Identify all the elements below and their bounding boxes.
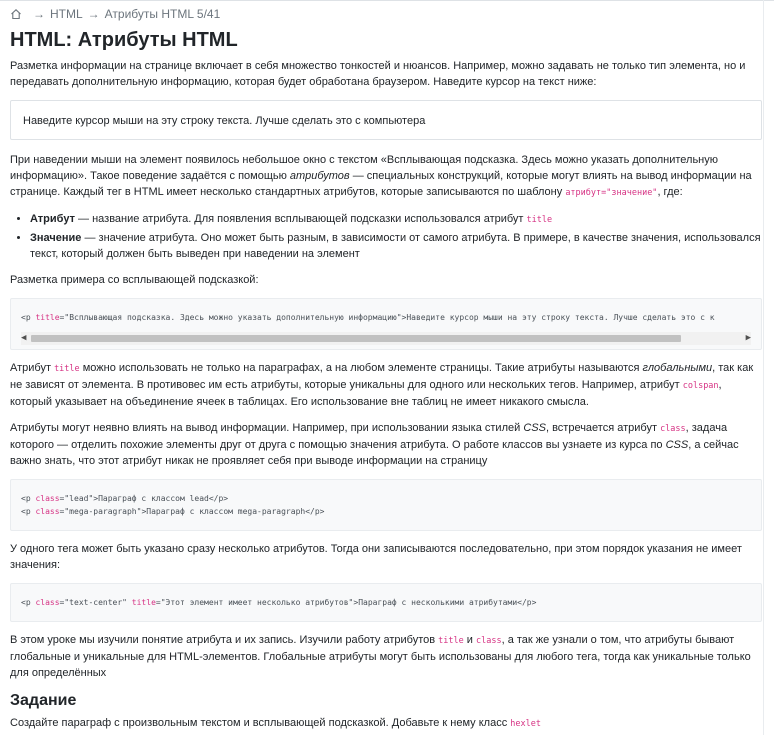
code-token: <p (21, 507, 36, 516)
text-span: , который указывает на объединение ячеек в таблицах. Его использование вне таблиц не имеет никакого смысла. (10, 379, 722, 408)
breadcrumb (10, 0, 762, 25)
scrollbar-thumb[interactable] (31, 335, 681, 342)
text-span: Атрибут (10, 362, 55, 374)
task-paragraph (10, 715, 762, 732)
definition: — значение атрибута. Оно может быть разным, в зависимости от самого атрибута. В примере, в качестве значения, использовался текст, который должен быть выведен при наведении на элемент (30, 232, 761, 260)
breadcrumb-separator: → (87, 7, 100, 21)
tooltip-demo-text[interactable]: Наведите курсор мыши на эту строку текста. Лучше сделать это с компьютера (23, 115, 426, 127)
text-span: , задача которого — отделить похожие элементы друг от друга с помощью значения атрибута. О работе классов вы узнаете из курса по (10, 422, 728, 451)
term: Атрибут (30, 213, 75, 225)
code-token: >Параграф с классом lead</p> (93, 494, 229, 503)
code-example-class[interactable] (10, 479, 762, 531)
scroll-right-icon[interactable]: ▶ (745, 333, 751, 343)
list-item (30, 230, 762, 262)
inline-code: title (438, 636, 464, 646)
definition-list (10, 211, 762, 262)
text-span: , а так же узнали о том, что атрибуты бывают глобальные и уникальные для HTML-элементов. Глобальные атрибуты могут быть использованы для любого тега, тогда как уникальные только для определённых (10, 634, 751, 679)
emphasis: CSS (665, 439, 689, 451)
text-span: , встречается атрибут (545, 422, 661, 434)
page-title: HTML: Атрибуты HTML (10, 29, 238, 51)
code-example-multiple-attributes[interactable] (10, 583, 762, 622)
inline-code: title (54, 364, 80, 374)
intro-paragraph: Разметка информации на странице включает в себя множество тонкостей и нюансов. Например, можно задавать не только тип элемента, но и передавать дополнительную информацию, которая будет обработана браузером. Наведите курсор на текст ниже: (10, 60, 746, 88)
code-token: ="Этот элемент имеет несколько атрибутов" (155, 598, 354, 607)
summary-paragraph (10, 632, 762, 681)
text-span: , а сейчас важно знать, что этот атрибут никак не проявляет себя при выводе информации на страницу (10, 439, 739, 467)
code-token: "Всплывающая подсказка. Здесь можно указать дополнительную информацию" (64, 313, 402, 322)
code-token: ="lead" (59, 494, 94, 503)
code-token: >Параграф с классом mega-paragraph</p> (141, 507, 325, 516)
multiple-attributes-paragraph: У одного тега может быть указано сразу несколько атрибутов. Тогда они записываются последовательно, при этом порядок указания не имеет значения: (10, 543, 742, 571)
code-token: class (35, 494, 60, 503)
inline-code: class (476, 636, 502, 646)
code-example-tooltip[interactable] (10, 298, 762, 350)
tooltip-demo-box[interactable] (10, 100, 762, 140)
text-span: , где: (657, 186, 683, 198)
right-divider (763, 0, 764, 735)
top-divider (0, 0, 774, 1)
breadcrumb-item-html[interactable]: HTML (50, 7, 83, 21)
inline-code: class (660, 424, 686, 434)
list-item (30, 211, 762, 228)
text-span: можно использовать не только на параграфах, а на любом элементе страницы. Такие атрибуты называются (79, 362, 643, 374)
inline-code: hexlet (510, 719, 541, 729)
emphasis: атрибутов (289, 170, 350, 182)
horizontal-scrollbar[interactable] (21, 332, 751, 345)
breadcrumb-separator: → (33, 7, 45, 21)
code-token: title (131, 598, 156, 607)
code-token: <p (21, 313, 36, 322)
inline-code: title (526, 215, 553, 225)
definition: — название атрибута. Для появления всплывающей подсказки использовался атрибут (74, 213, 527, 225)
breadcrumb-item-current-lesson[interactable]: Атрибуты HTML 5/41 (104, 7, 221, 21)
code-token: >Наведите курсор мыши на эту строку текста. Лучше сделать это с к (401, 313, 715, 322)
code-token: class (35, 507, 60, 516)
code-token: title (35, 313, 60, 322)
inline-code: colspan (682, 381, 719, 391)
code-token: <p (21, 598, 36, 607)
example-caption: Разметка примера со всплывающей подсказкой: (10, 274, 259, 286)
text-span: При наведении мыши на элемент появилось небольшое окно с текстом «Всплывающая подсказка. Здесь можно указать дополнительную информацию». Такое поведение задаётся с помощью (10, 154, 719, 182)
attributes-paragraph (10, 152, 762, 201)
code-token: ="text-center" (59, 598, 132, 607)
code-token: <p (21, 494, 36, 503)
home-icon[interactable] (10, 8, 22, 20)
text-span: , так как не зависят от элемента. В противовес им есть атрибуты, которые уникальны для одного или нескольких тегов. Например, атрибут (10, 362, 754, 391)
code-token: class (35, 598, 60, 607)
task-heading: Задание (10, 692, 77, 709)
text-span: и (463, 634, 476, 646)
inline-code: атрибут="значение" (565, 188, 658, 198)
class-attribute-paragraph (10, 420, 762, 469)
global-attributes-paragraph (10, 360, 762, 410)
text-span: Атрибуты могут неявно влиять на вывод информации. Например, при использовании языка стилей (10, 422, 524, 434)
code-token: ="mega-paragraph" (59, 507, 142, 516)
code-token: = (59, 313, 65, 322)
emphasis: глобальными (642, 362, 713, 374)
code-token: >Параграф с несколькими атрибутами</p> (353, 598, 537, 607)
emphasis: CSS (523, 422, 546, 434)
text-span: В этом уроке мы изучили понятие атрибута и их запись. Изучили работу атрибутов (10, 634, 439, 646)
term: Значение (30, 232, 82, 244)
text-span: Создайте параграф с произвольным текстом и всплывающей подсказкой. Добавьте к нему класс (10, 717, 511, 729)
text-span: — специальных конструкций, которые могут влиять на вывод информации на странице. Каждый тег в HTML имеет несколько стандартных атрибутов, которые записываются по шаблону (10, 170, 752, 198)
scroll-left-icon[interactable]: ◀ (21, 333, 27, 343)
